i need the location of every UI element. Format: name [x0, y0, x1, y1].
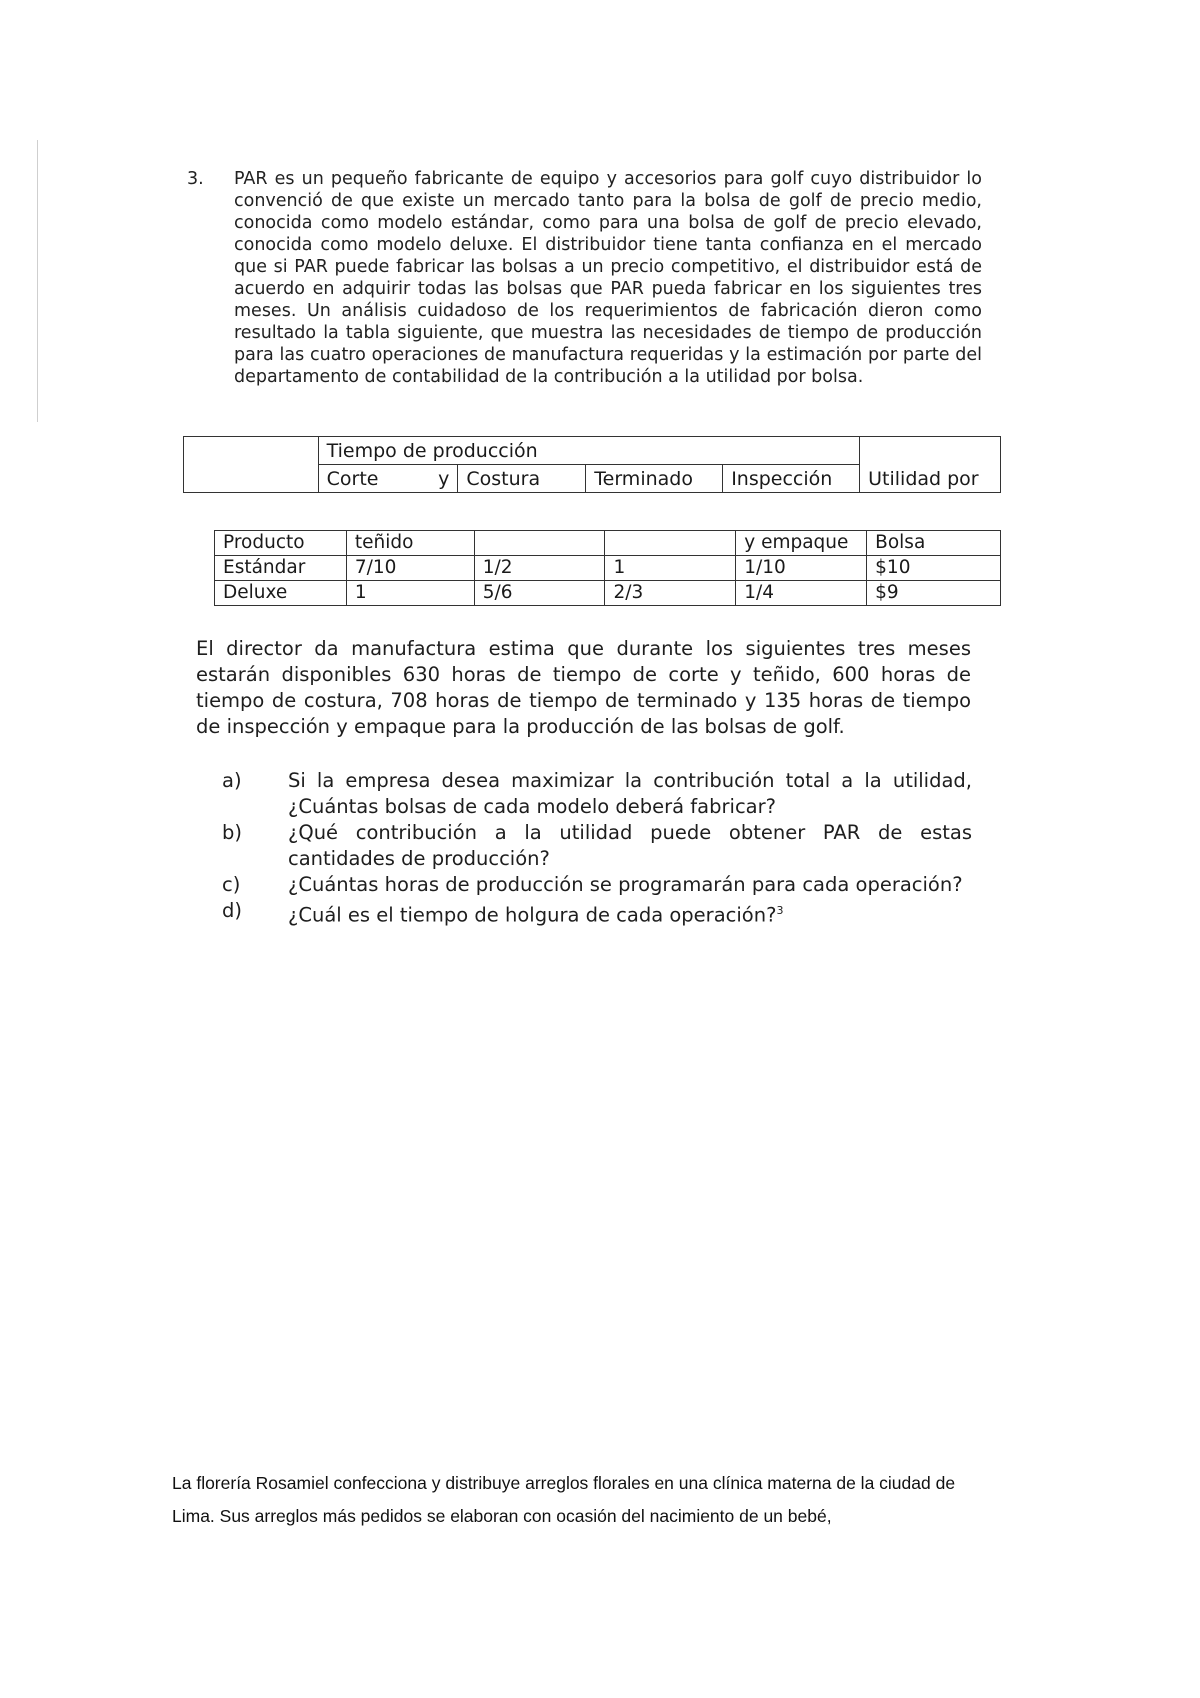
- table-cell: $9: [867, 581, 1001, 606]
- corte-header: Corte y: [318, 465, 458, 493]
- question-item: [222, 768, 972, 820]
- floreria-paragraph: La florería Rosamiel confecciona y distribuye arreglos florales en una clínica materna de la ciudad de Lima. Sus arreglos más pedidos se elaboran con ocasión del nacimiento de un bebé,: [172, 1473, 956, 1526]
- scan-edge-line: [37, 140, 38, 422]
- table-cell: 1: [605, 556, 736, 581]
- table-row: [215, 531, 1001, 556]
- table-cell: 1/4: [736, 581, 867, 606]
- table-cell: $10: [867, 556, 1001, 581]
- table-cell: 7/10: [346, 556, 474, 581]
- problem-number: 3.: [187, 169, 204, 189]
- question-label: a): [222, 769, 242, 792]
- question-item: [222, 872, 972, 898]
- table-cell: [474, 531, 605, 556]
- terminado-header: Terminado: [586, 465, 723, 493]
- table-row: [215, 581, 1001, 606]
- question-list: [222, 768, 972, 929]
- costura-header: Costura: [458, 465, 586, 493]
- production-time-group-header: Tiempo de producción: [318, 437, 860, 465]
- empty-header-cell: [184, 437, 319, 493]
- table-cell: 1/2: [474, 556, 605, 581]
- question-item: [222, 820, 972, 872]
- table-cell: 1: [346, 581, 474, 606]
- question-text: ¿Qué contribución a la utilidad puede obtener PAR de estas cantidades de producción?: [288, 821, 972, 870]
- question-text: ¿Cuál es el tiempo de holgura de cada operación?: [288, 903, 777, 927]
- utilidad-header: Utilidad por: [860, 437, 1001, 493]
- table-cell: Deluxe: [215, 581, 347, 606]
- production-time-header-table: [183, 436, 1001, 493]
- inspeccion-header: Inspección: [723, 465, 860, 493]
- problem-3-text: PAR es un pequeño fabricante de equipo y accesorios para golf cuyo distribuidor lo convenció de que existe un mercado tanto para la bolsa de golf de precio medio, conocida como modelo estándar, como para una bolsa de golf de precio elevado, conocida como modelo deluxe. El distribuidor tiene tanta confianza en el mercado que si PAR puede fabricar las bolsas a un precio competitivo, el distribuidor está de acuerdo en adquirir todas las bolsas que PAR pueda fabricar en los siguientes tres meses. Un análisis cuidadoso de los requerimientos de fabricación dieron como resultado la tabla siguiente, que muestra las necesidades de tiempo de producción para las cuatro operaciones de manufactura requeridas y la estimación por parte del departamento de contabilidad de la contribución a la utilidad por bolsa.: [234, 169, 982, 387]
- table-cell: Producto: [215, 531, 347, 556]
- table-cell: Estándar: [215, 556, 347, 581]
- question-label: d): [222, 899, 242, 922]
- production-data-table: [214, 530, 1001, 606]
- question-text: Si la empresa desea maximizar la contribución total a la utilidad,¿Cuántas bolsas de cada modelo deberá fabricar?: [288, 769, 972, 818]
- table-cell: [605, 531, 736, 556]
- table-cell: 2/3: [605, 581, 736, 606]
- question-label: b): [222, 821, 242, 844]
- question-label: c): [222, 873, 241, 896]
- question-item: [222, 898, 972, 929]
- table-row: [215, 556, 1001, 581]
- table-cell: y empaque: [736, 531, 867, 556]
- table-cell: teñido: [346, 531, 474, 556]
- table-cell: Bolsa: [867, 531, 1001, 556]
- footnote-marker: 3: [776, 904, 784, 917]
- question-text: ¿Cuántas horas de producción se programarán para cada operación?: [288, 873, 963, 896]
- table-cell: 1/10: [736, 556, 867, 581]
- table-cell: 5/6: [474, 581, 605, 606]
- problem-3: [187, 168, 982, 388]
- director-paragraph: El director da manufactura estima que durante los siguientes tres meses estarán disponibles 630 horas de tiempo de corte y teñido, 600 horas de tiempo de costura, 708 horas de tiempo de terminado y 135 horas de tiempo de inspección y empaque para la producción de las bolsas de golf.: [196, 637, 971, 738]
